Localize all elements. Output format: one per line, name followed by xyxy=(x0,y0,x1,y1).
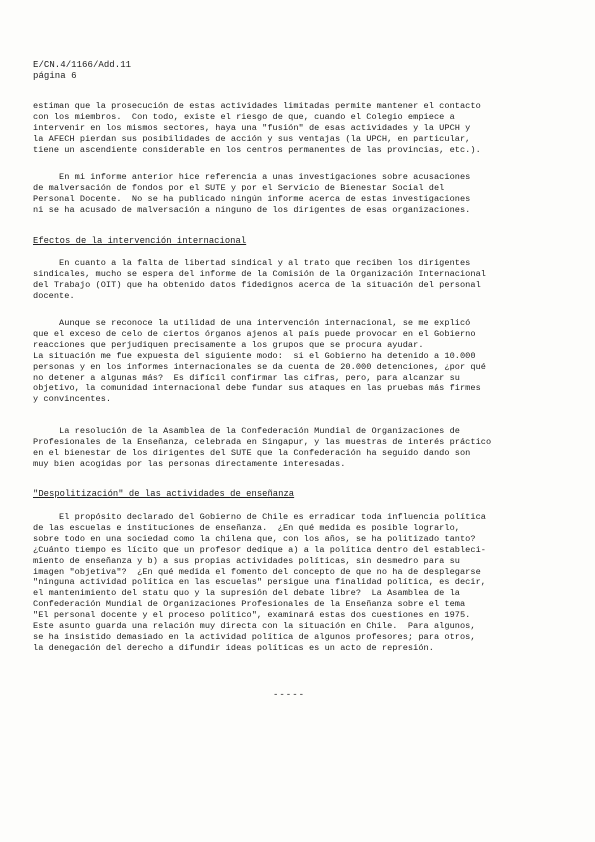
text-line: Aunque se reconoce la utilidad de una intervención internacional, se me explicó xyxy=(33,318,471,328)
text-line: Confederación Mundial de Organizaciones Profesionales de la Enseñanza sobre el tema xyxy=(33,599,466,610)
text-line: Personal Docente. No se ha publicado ningún informe acerca de estas investigaciones xyxy=(33,193,471,204)
paragraph-1 xyxy=(33,101,573,156)
page-number: página 6 xyxy=(33,71,77,81)
text-line: intervenir en los mismos sectores, haya una "fusión" de esas actividades y la UPCH y xyxy=(33,122,471,133)
text-line: ¿Cuánto tiempo es lícito que un profesor dedique a) a la política dentro del estableci- xyxy=(33,544,487,555)
text-line: miento de enseñanza y b) a sus propias actividades políticas, sin desmedro para su xyxy=(33,555,460,566)
text-line: que el exceso de celo de ciertos órganos ajenos al país puede provocar en el Gobierno xyxy=(33,328,476,339)
text-line: Este asunto guarda una relación muy directa con la situación en Chile. Para algunos, xyxy=(33,621,476,632)
text-line: sindicales, mucho se espera del informe de la Comisión de la Organización Internacional xyxy=(33,268,487,279)
text-line: "El personal docente y el proceso político", examinará estas dos cuestiones en 1975. xyxy=(33,610,471,621)
text-line: del Trabajo (OIT) que ha obtenido datos fidedignos acerca de la situación del personal xyxy=(33,279,481,290)
text-line: El propósito declarado del Gobierno de Chile es erradicar toda influencia política xyxy=(33,512,487,522)
text-line: en el bienestar de los dirigentes del SUTE que la Confederación ha seguido dando son xyxy=(33,447,471,458)
paragraph-6 xyxy=(33,512,573,654)
text-line: la denegación del derecho a difundir ideas políticas es un acto de represión. xyxy=(33,642,434,653)
section-heading-depoliticization: "Despolitización" de las actividades de enseñanza xyxy=(33,489,295,499)
text-line: muy bien acogidas por las personas directamente interesadas. xyxy=(33,458,346,469)
text-line: objetivo, la comunidad internacional debe fundar sus ataques en las pruebas más firmes xyxy=(33,383,481,394)
paragraph-2 xyxy=(33,172,573,216)
paragraph-5 xyxy=(33,426,573,470)
text-line: no detener a algunas más? Es difícil confirmar las cifras, pero, para alcanzar su xyxy=(33,372,460,383)
paragraph-3 xyxy=(33,258,573,302)
text-line: La situación me fue expuesta del siguiente modo: si el Gobierno ha detenido a 10.000 xyxy=(33,350,476,361)
section-heading-intervention: Efectos de la intervención internacional xyxy=(33,236,247,246)
text-line: el mantenimiento del statu quo y la supresión del debate libre? La Asamblea de la xyxy=(33,588,460,599)
text-line: y convincentes. xyxy=(33,394,112,405)
text-line: Profesionales de la Enseñanza, celebrada en Singapur, y las muestras de interés práctico xyxy=(33,436,492,447)
text-line: se ha insistido demasiado en la actividad política de algunos profesores; para otros, xyxy=(33,631,476,642)
text-line: "ninguna actividad política en las escuelas" persigue una finalidad política, es decir, xyxy=(33,577,487,588)
text-line: La resolución de la Asamblea de la Confederación Mundial de Organizaciones de xyxy=(33,426,460,436)
text-line: docente. xyxy=(33,290,75,301)
text-line: En cuanto a la falta de libertad sindical y al trato que reciben los dirigentes xyxy=(33,258,471,268)
text-line: de las escuelas e instituciones de enseñanza. ¿En qué medida es posible lograrlo, xyxy=(33,522,460,533)
text-line: imagen "objetiva"? ¿En qué medida el fomento del concepto de que no ha de desplegarse xyxy=(33,566,481,577)
text-line: con los miembros. Con todo, existe el riesgo de que, cuando el Colegio empiece a xyxy=(33,111,455,122)
text-line: tiene un ascendiente considerable en los centros permanentes de las provincias, etc.). xyxy=(33,144,481,155)
paragraph-4 xyxy=(33,318,573,405)
text-line: reacciones que perjudiquen precisamente a los grupos que se procura ayudar. xyxy=(33,339,424,350)
text-line: la AFECH pierdan sus posibilidades de acción y sus ventajas (la UPCH, en particular, xyxy=(33,133,471,144)
text-line: En mi informe anterior hice referencia a unas investigaciones sobre acusaciones xyxy=(33,172,471,182)
document-header xyxy=(33,60,131,82)
text-line: ni se ha acusado de malversación a ninguno de los dirigentes de esas organizaciones. xyxy=(33,204,471,215)
document-symbol: E/CN.4/1166/Add.11 xyxy=(33,60,132,70)
text-line: personas y en los informes internacionales se da cuenta de 20.000 detenciones, ¿por qué xyxy=(33,361,487,372)
end-separator: ----- xyxy=(273,690,306,700)
text-line: sobre todo en una sociedad como la chilena que, con los años, se ha politizado tanto? xyxy=(33,533,476,544)
text-line: de malversación de fondos por el SUTE y por el Servicio de Bienestar Social del xyxy=(33,182,445,193)
text-line: estiman que la prosecución de estas actividades limitadas permite mantener el contacto xyxy=(33,101,481,111)
